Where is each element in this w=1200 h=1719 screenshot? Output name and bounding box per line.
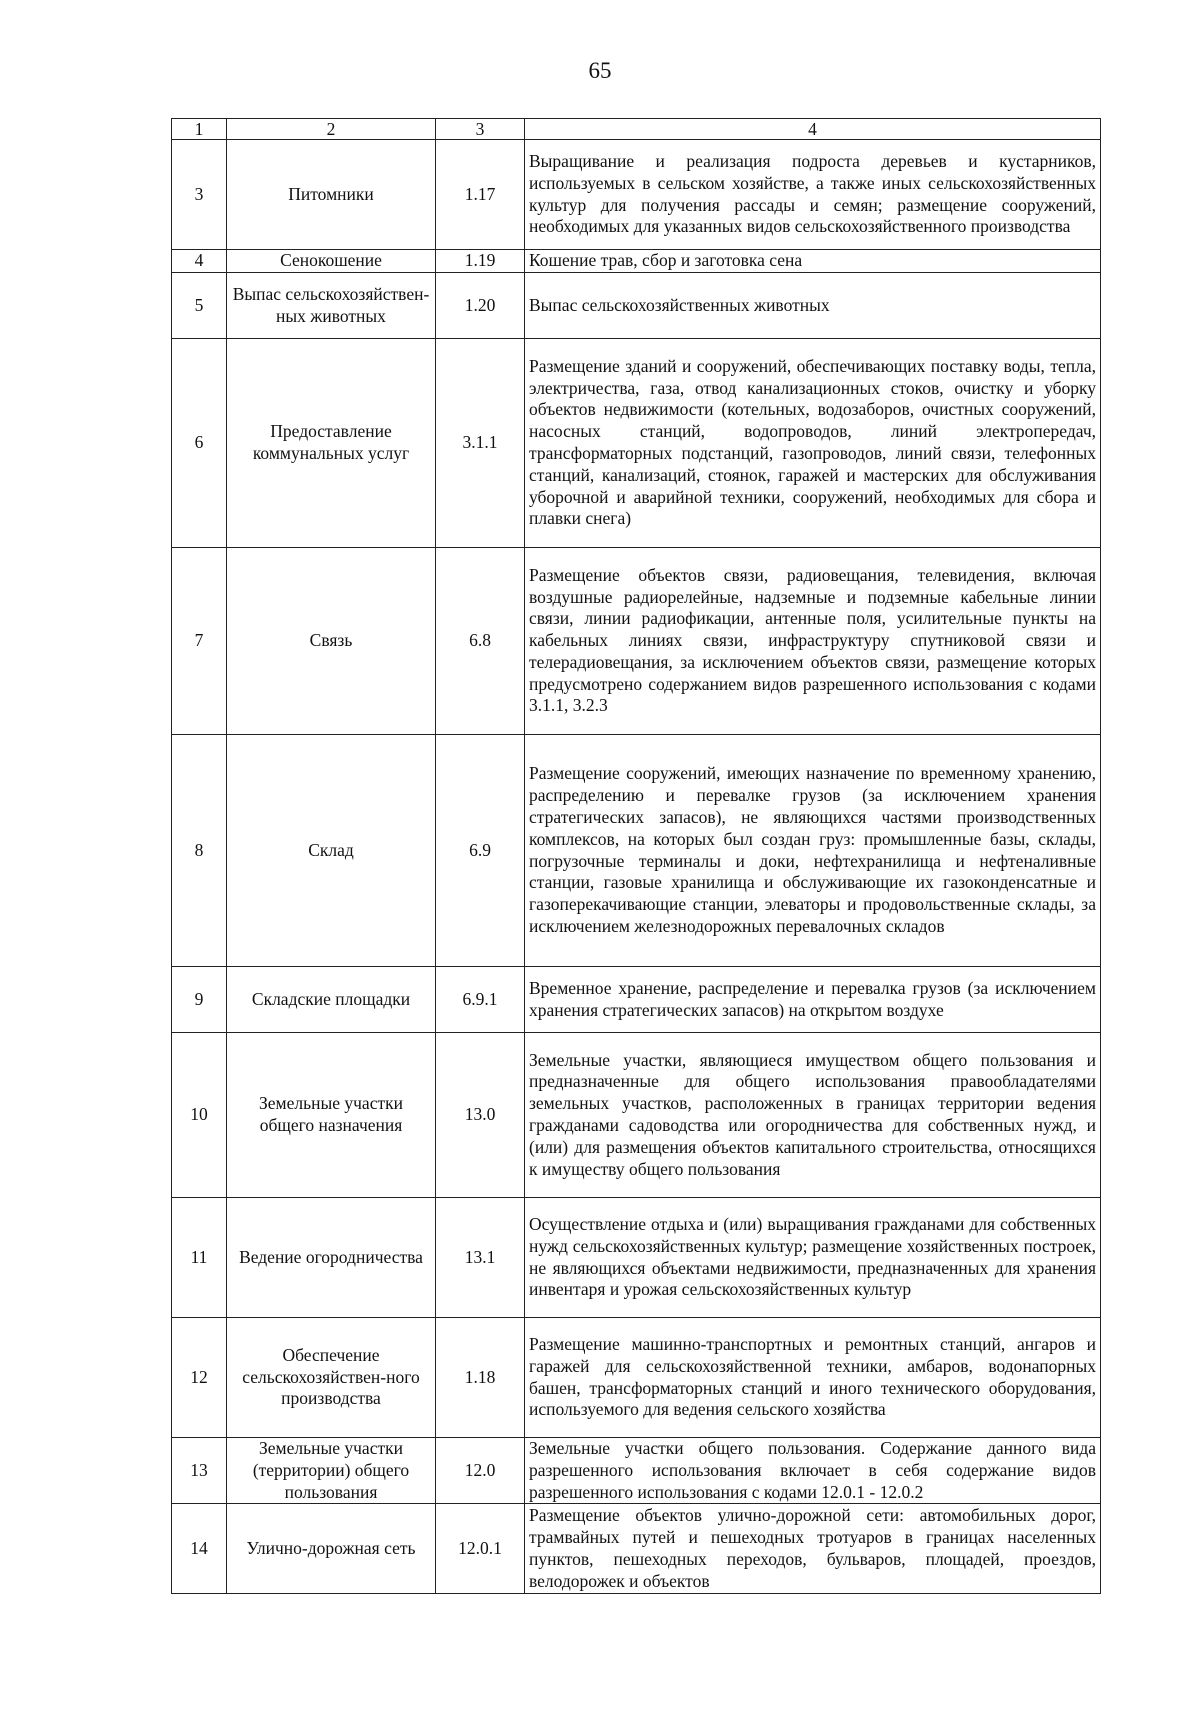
row-code: 13.1 [436, 1198, 525, 1318]
header-col-3: 3 [436, 119, 525, 140]
row-description: Размещение объектов улично-дорожной сети: автомобильных дорог, трамвайных путей и пешеходных тротуаров в границах населенных пунктов, пешеходных переходов, бульваров, площадей, проездов, велодорожек и объектов [525, 1504, 1101, 1594]
row-number: 7 [172, 548, 227, 735]
row-description: Земельные участки, являющиеся имуществом общего пользования и предназначенные для общего использования правообладателями земельных участков, расположенных в границах территории ведения гражданами садоводства или огородничества для собственных нужд, и (или) для размещения объектов капитального строительства, относящихся к имуществу общего пользования [525, 1033, 1101, 1198]
row-description: Выпас сельскохозяйственных животных [525, 273, 1101, 339]
row-description: Кошение трав, сбор и заготовка сена [525, 250, 1101, 273]
row-code: 1.17 [436, 140, 525, 250]
table-row [172, 339, 1101, 548]
row-code: 6.9 [436, 735, 525, 967]
row-number: 6 [172, 339, 227, 548]
table-row [172, 1033, 1101, 1198]
header-row [172, 119, 1101, 140]
row-name: Предоставление коммунальных услуг [227, 339, 436, 548]
row-number: 11 [172, 1198, 227, 1318]
row-description: Выращивание и реализация подроста деревьев и кустарников, используемых в сельском хозяйстве, а также иных сельскохозяйственных культур для получения рассады и семян; размещение сооружений, необходимых для указанных видов сельскохозяйственного производства [525, 140, 1101, 250]
header-col-2: 2 [227, 119, 436, 140]
row-name: Обеспечение сельскохозяйствен-ного производства [227, 1318, 436, 1438]
row-number: 14 [172, 1504, 227, 1594]
table-row [172, 1318, 1101, 1438]
row-name: Земельные участки (территории) общего пользования [227, 1438, 436, 1504]
row-number: 13 [172, 1438, 227, 1504]
table-row [172, 140, 1101, 250]
row-code: 1.19 [436, 250, 525, 273]
row-name: Сенокошение [227, 250, 436, 273]
row-description: Размещение сооружений, имеющих назначение по временному хранению, распределению и перевалке грузов (за исключением хранения стратегических запасов), не являющихся частями производственных комплексов, на которых был создан груз: промышленные базы, склады, погрузочные терминалы и доки, нефтехранилища и нефтеналивные станции, газовые хранилища и обслуживающие их газоконденсатные и газоперекачивающие станции, элеваторы и продовольственные склады, за исключением железнодорожных перевалочных складов [525, 735, 1101, 967]
row-name: Выпас сельскохозяйствен-ных животных [227, 273, 436, 339]
table-row [172, 548, 1101, 735]
row-name: Улично-дорожная сеть [227, 1504, 436, 1594]
row-number: 8 [172, 735, 227, 967]
row-code: 13.0 [436, 1033, 525, 1198]
row-name: Земельные участки общего назначения [227, 1033, 436, 1198]
table-row [172, 1198, 1101, 1318]
row-description: Размещение объектов связи, радиовещания, телевидения, включая воздушные радиорелейные, надземные и подземные кабельные линии связи, линии радиофикации, антенные поля, усилительные пункты на кабельных линиях связи, инфраструктуру спутниковой связи и телерадиовещания, за исключением объектов связи, размещение которых предусмотрено содержанием видов разрешенного использования с кодами 3.1.1, 3.2.3 [525, 548, 1101, 735]
row-number: 5 [172, 273, 227, 339]
row-description: Размещение машинно-транспортных и ремонтных станций, ангаров и гаражей для сельскохозяйственной техники, амбаров, водонапорных башен, трансформаторных станций и иного технического оборудования, используемого для ведения сельского хозяйства [525, 1318, 1101, 1438]
row-code: 1.18 [436, 1318, 525, 1438]
row-number: 4 [172, 250, 227, 273]
table-row [172, 273, 1101, 339]
table-row [172, 250, 1101, 273]
row-number: 10 [172, 1033, 227, 1198]
page-number: 65 [588, 58, 612, 83]
row-code: 1.20 [436, 273, 525, 339]
row-description: Размещение зданий и сооружений, обеспечивающих поставку воды, тепла, электричества, газа, отвод канализационных стоков, очистку и уборку объектов недвижимости (котельных, водозаборов, очистных сооружений, насосных станций, водопроводов, линий электропередач, трансформаторных подстанций, газопроводов, линий связи, телефонных станций, канализаций, стоянок, гаражей и мастерских для обслуживания уборочной и аварийной техники, сооружений, необходимых для сбора и плавки снега) [525, 339, 1101, 548]
row-description: Осуществление отдыха и (или) выращивания гражданами для собственных нужд сельскохозяйственных культур; размещение хозяйственных построек, не являющихся объектами недвижимости, предназначенных для хранения инвентаря и урожая сельскохозяйственных культур [525, 1198, 1101, 1318]
row-code: 6.9.1 [436, 967, 525, 1033]
row-number: 3 [172, 140, 227, 250]
row-code: 3.1.1 [436, 339, 525, 548]
header-col-4: 4 [525, 119, 1101, 140]
row-code: 12.0 [436, 1438, 525, 1504]
table-row [172, 735, 1101, 967]
row-name: Складские площадки [227, 967, 436, 1033]
table-row [172, 1438, 1101, 1504]
row-description: Земельные участки общего пользования. Содержание данного вида разрешенного использования включает в себя содержание видов разрешенного использования с кодами 12.0.1 - 12.0.2 [525, 1438, 1101, 1504]
row-name: Ведение огородничества [227, 1198, 436, 1318]
land-use-table [171, 118, 1101, 1594]
row-name: Склад [227, 735, 436, 967]
header-col-1: 1 [172, 119, 227, 140]
row-code: 6.8 [436, 548, 525, 735]
row-number: 9 [172, 967, 227, 1033]
table-row [172, 1504, 1101, 1594]
row-description: Временное хранение, распределение и перевалка грузов (за исключением хранения стратегических запасов) на открытом воздухе [525, 967, 1101, 1033]
table-row [172, 967, 1101, 1033]
row-name: Питомники [227, 140, 436, 250]
row-name: Связь [227, 548, 436, 735]
row-code: 12.0.1 [436, 1504, 525, 1594]
row-number: 12 [172, 1318, 227, 1438]
